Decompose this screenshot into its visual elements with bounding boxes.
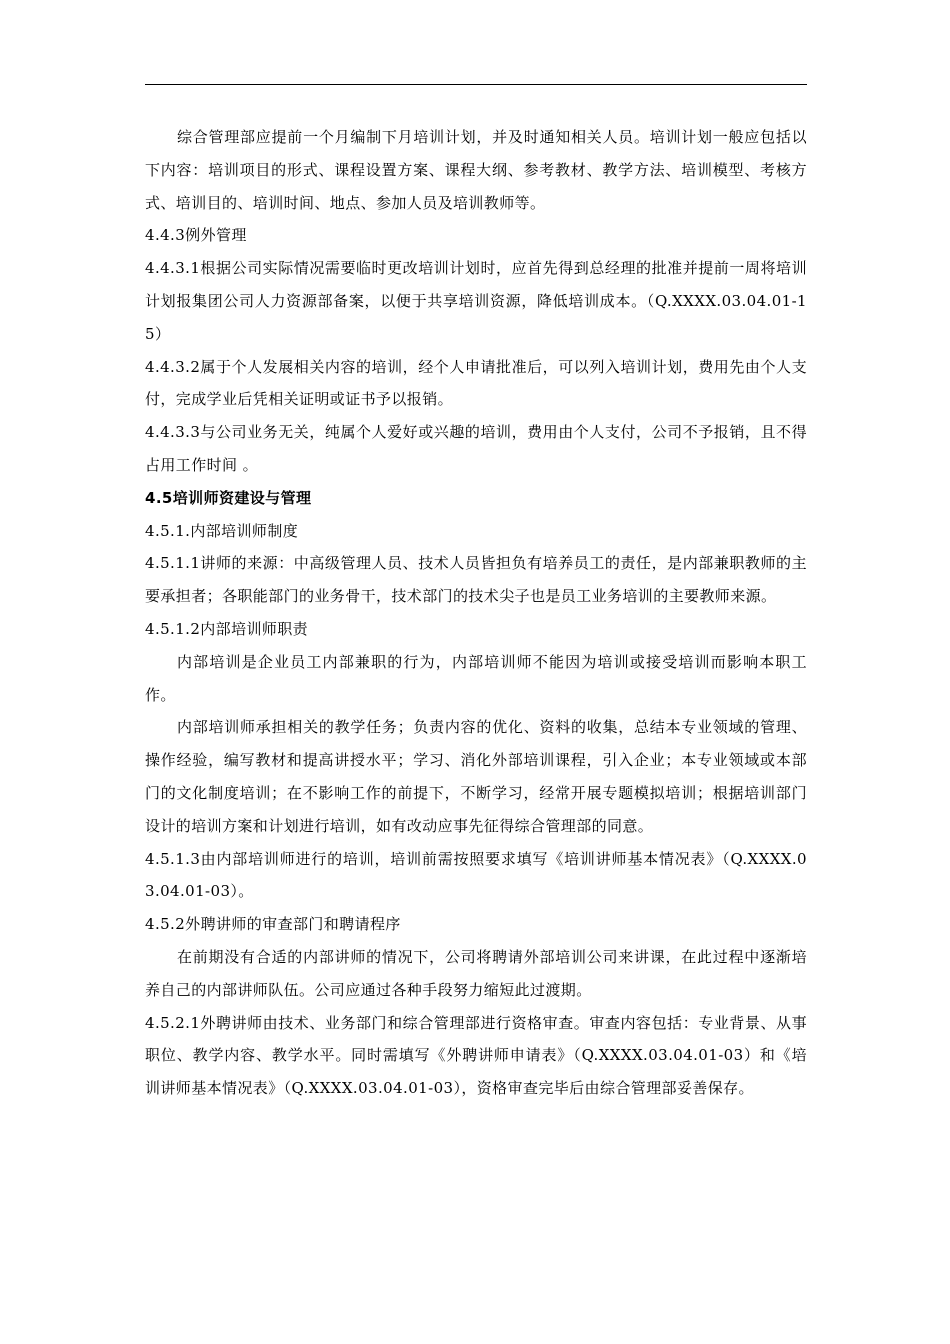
paragraph-training-plan: 综合管理部应提前一个月编制下月培训计划，并及时通知相关人员。培训计划一般应包括以下内容：培训项目的形式、课程设置方案、课程大纲、参考教材、教学方法、培训模型、考核方式、培训目的、培训时间、地点、参加人员及培训教师等。 xyxy=(145,128,807,212)
paragraph-4-5-2-1: 4.5.2.1外聘讲师由技术、业务部门和综合管理部进行资格审查。审查内容包括：专业背景、从事职位、教学内容、教学水平。同时需填写《外聘讲师申请表》（Q.XXXX.03.04.01-03）和《培训讲师基本情况表》（Q.XXXX.03.04.01-03），资格审查完毕后由综合管理部妥善保存。 xyxy=(145,1013,807,1098)
paragraph-4-4-3-2: 4.4.3.2属于个人发展相关内容的培训，经个人申请批准后，可以列入培训计划，费用先由个人支付，完成学业后凭相关证明或证书予以报销。 xyxy=(145,357,807,409)
section-heading-4-5: 4.5培训师资建设与管理 xyxy=(145,488,312,507)
heading-4-5-1: 4.5.1.内部培训师制度 xyxy=(145,521,299,540)
heading-4-5-2: 4.5.2外聘讲师的审查部门和聘请程序 xyxy=(145,915,401,934)
heading-4-5-1-2: 4.5.1.2内部培训师职责 xyxy=(145,619,309,638)
paragraph-4-5-1-1: 4.5.1.1讲师的来源：中高级管理人员、技术人员皆担负有培养员工的责任，是内部兼职教师的主要承担者；各职能部门的业务骨干，技术部门的技术尖子也是员工业务培训的主要教师来源。 xyxy=(145,554,807,606)
paragraph-4-4-3-1: 4.4.3.1根据公司实际情况需要临时更改培训计划时，应首先得到总经理的批准并提前一周将培训计划报集团公司人力资源部备案，以便于共享培训资源，降低培训成本。（Q.XXXX.03.04.01-15） xyxy=(145,259,807,343)
paragraph-4-5-1-3: 4.5.1.3由内部培训师进行的培训，培训前需按照要求填写《培训讲师基本情况表》（Q.XXXX.03.04.01-03）。 xyxy=(145,849,807,901)
document-body xyxy=(145,121,807,1105)
paragraph-4-4-3-3: 4.4.3.3与公司业务无关，纯属个人爱好或兴趣的培训，费用由个人支付，公司不予报销，且不得占用工作时间 。 xyxy=(145,423,807,474)
paragraph-external-lecturer: 在前期没有合适的内部讲师的情况下，公司将聘请外部培训公司来讲课，在此过程中逐渐培养自己的内部讲师队伍。公司应通过各种手段努力缩短此过渡期。 xyxy=(145,947,807,999)
header-rule xyxy=(145,84,807,85)
heading-4-4-3: 4.4.3例外管理 xyxy=(145,226,247,245)
paragraph-internal-trainer-duties: 内部培训师承担相关的教学任务；负责内容的优化、资料的收集，总结本专业领域的管理、操作经验，编写教材和提高讲授水平；学习、消化外部培训课程，引入企业；本专业领域或本部门的文化制度培训；在不影响工作的前提下，不断学习，经常开展专题模拟培训；根据培训部门设计的培训方案和计划进行培训，如有改动应事先征得综合管理部的同意。 xyxy=(145,718,807,835)
paragraph-internal-trainer-role: 内部培训是企业员工内部兼职的行为，内部培训师不能因为培训或接受培训而影响本职工作。 xyxy=(145,652,807,704)
